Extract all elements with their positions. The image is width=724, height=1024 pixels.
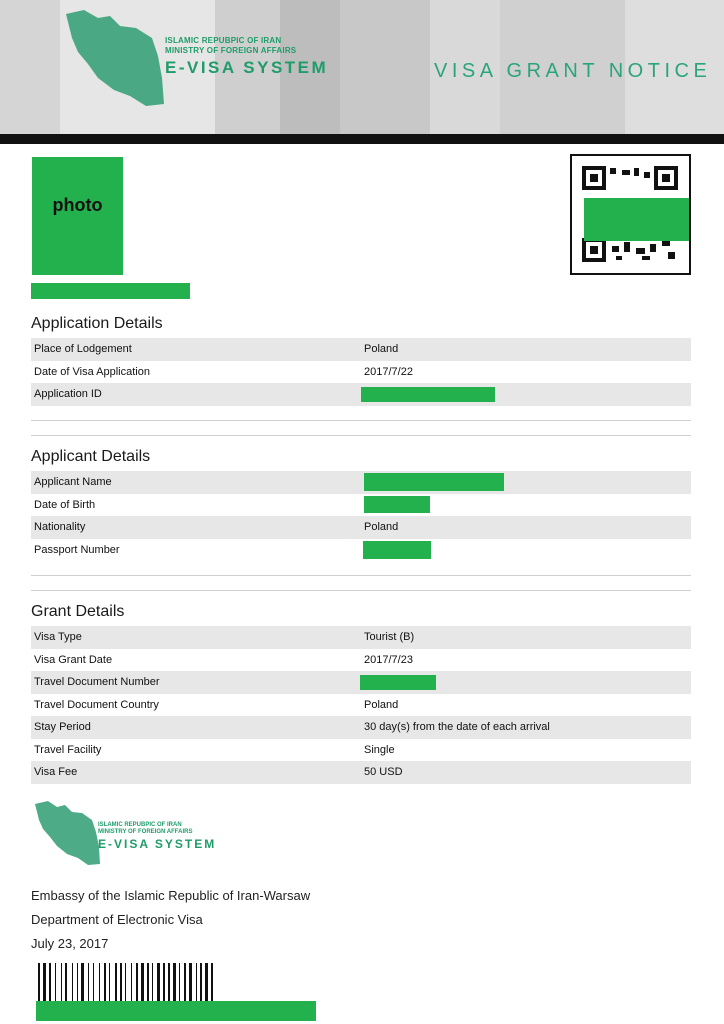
- row-label: Place of Lodgement: [34, 343, 132, 355]
- qr-code-icon: [572, 156, 689, 273]
- row-value: Tourist (B): [364, 631, 415, 643]
- barcode-bar: [136, 963, 138, 1003]
- barcode-bar: [196, 963, 197, 1003]
- barcode-bar: [189, 963, 192, 1003]
- redacted-value: [364, 473, 504, 491]
- section-divider: [31, 575, 691, 576]
- barcode-bar: [141, 963, 144, 1003]
- section-divider: [31, 590, 691, 591]
- row-label: Visa Grant Date: [34, 653, 113, 666]
- barcode-bar: [184, 963, 186, 1003]
- barcode-bar: [125, 963, 126, 1003]
- table-row: [31, 516, 691, 539]
- barcode-bar: [173, 963, 176, 1003]
- row-value: Single: [364, 743, 395, 756]
- table-row: [31, 671, 691, 694]
- barcode-bar: [104, 963, 106, 1003]
- barcode-bar: [61, 963, 62, 1003]
- redacted-barcode-number: [36, 1001, 316, 1021]
- table-row: [31, 694, 691, 717]
- grant-details-table: [31, 626, 691, 784]
- barcode-bar: [49, 963, 51, 1003]
- row-value: 30 day(s) from the date of each arrival: [364, 721, 550, 733]
- table-row: [31, 739, 691, 762]
- department-name: Department of Electronic Visa: [31, 912, 203, 927]
- barcode-bar: [157, 963, 160, 1003]
- section-divider: [31, 420, 691, 421]
- row-label: Passport Number: [34, 543, 120, 556]
- barcode-bar: [179, 963, 180, 1003]
- barcode-bar: [72, 963, 73, 1003]
- barcode-bar: [81, 963, 84, 1003]
- barcode-bar: [88, 963, 89, 1003]
- ministry-line: MINISTRY OF FOREIGN AFFAIRS: [165, 46, 297, 55]
- iran-map-logo-icon: [58, 8, 168, 108]
- banner-photo-strip: [0, 0, 60, 134]
- header-logo-text: [165, 36, 328, 78]
- application-details-table: [31, 338, 691, 406]
- barcode-bar: [120, 963, 122, 1003]
- row-label: Nationality: [34, 521, 86, 533]
- issue-date: July 23, 2017: [31, 936, 109, 951]
- barcode-bar: [163, 963, 165, 1003]
- table-row: [31, 761, 691, 784]
- embassy-name: Embassy of the Islamic Republic of Iran-Warsaw: [31, 888, 311, 903]
- barcode-bar: [93, 963, 94, 1003]
- footer-system-name: E-VISA SYSTEM: [98, 837, 217, 851]
- redacted-value: [360, 675, 436, 690]
- barcode-bar: [205, 963, 208, 1003]
- row-label: Application ID: [34, 388, 102, 400]
- row-value: 2017/7/22: [364, 365, 413, 378]
- header-divider-bar: [0, 134, 724, 144]
- table-row: [31, 338, 691, 361]
- footer-country-line: ISLAMIC REPUBPIC OF IRAN: [98, 822, 182, 828]
- header-banner: [0, 0, 724, 134]
- applicant-details-title: Applicant Details: [31, 448, 151, 465]
- barcode-bar: [109, 963, 110, 1003]
- table-row: [31, 716, 691, 739]
- barcode-bar: [115, 963, 117, 1003]
- row-label: Visa Type: [34, 631, 82, 643]
- row-label: Date of Visa Application: [34, 365, 150, 378]
- redacted-value: [363, 541, 431, 559]
- barcode-bar: [43, 963, 46, 1003]
- barcode-bar: [211, 963, 213, 1003]
- application-details-title: Application Details: [31, 315, 163, 332]
- barcode-bar: [55, 963, 56, 1003]
- qr-code: [570, 154, 691, 275]
- barcode-bar: [38, 963, 40, 1003]
- document-title: VISA GRANT NOTICE: [434, 60, 712, 82]
- barcode-bar: [200, 963, 202, 1003]
- row-value: Poland: [364, 343, 399, 355]
- row-label: Travel Document Country: [34, 698, 159, 711]
- footer-logo-text: [98, 822, 216, 851]
- barcode-bar: [168, 963, 170, 1003]
- row-label: Stay Period: [34, 721, 91, 733]
- redacted-value: [361, 387, 495, 402]
- row-value: Poland: [364, 698, 399, 711]
- country-line: ISLAMIC REPUBPIC OF IRAN: [165, 36, 282, 45]
- barcode-bar: [77, 963, 78, 1003]
- row-label: Applicant Name: [34, 476, 112, 488]
- row-value: Poland: [364, 521, 399, 533]
- barcode-bar: [65, 963, 67, 1003]
- applicant-photo: [32, 157, 123, 275]
- table-row: [31, 383, 691, 406]
- table-row: [31, 539, 691, 562]
- footer-iran-map-logo-icon: [30, 800, 102, 866]
- barcode-bar: [152, 963, 153, 1003]
- table-row: [31, 649, 691, 672]
- row-label: Visa Fee: [34, 766, 78, 778]
- footer-ministry-line: MINISTRY OF FOREIGN AFFAIRS: [98, 829, 193, 835]
- barcode-bar: [99, 963, 100, 1003]
- banner-photo-strip: [340, 0, 430, 134]
- photo-label: photo: [52, 194, 103, 215]
- table-row: [31, 361, 691, 384]
- table-row: [31, 471, 691, 494]
- redacted-value: [364, 496, 430, 513]
- row-value: 2017/7/23: [364, 653, 413, 666]
- redacted-name: [31, 283, 190, 299]
- barcode-bar: [131, 963, 132, 1003]
- row-label: Travel Facility: [34, 743, 102, 756]
- section-divider: [31, 435, 691, 436]
- applicant-details-table: [31, 471, 691, 561]
- barcode-bar: [147, 963, 149, 1003]
- row-label: Travel Document Number: [34, 676, 160, 688]
- table-row: [31, 494, 691, 517]
- system-name: E-VISA SYSTEM: [165, 58, 329, 77]
- row-value: 50 USD: [364, 766, 403, 778]
- row-label: Date of Birth: [34, 498, 96, 511]
- barcode-icon: [38, 963, 318, 1003]
- table-row: [31, 626, 691, 649]
- grant-details-title: Grant Details: [31, 603, 125, 620]
